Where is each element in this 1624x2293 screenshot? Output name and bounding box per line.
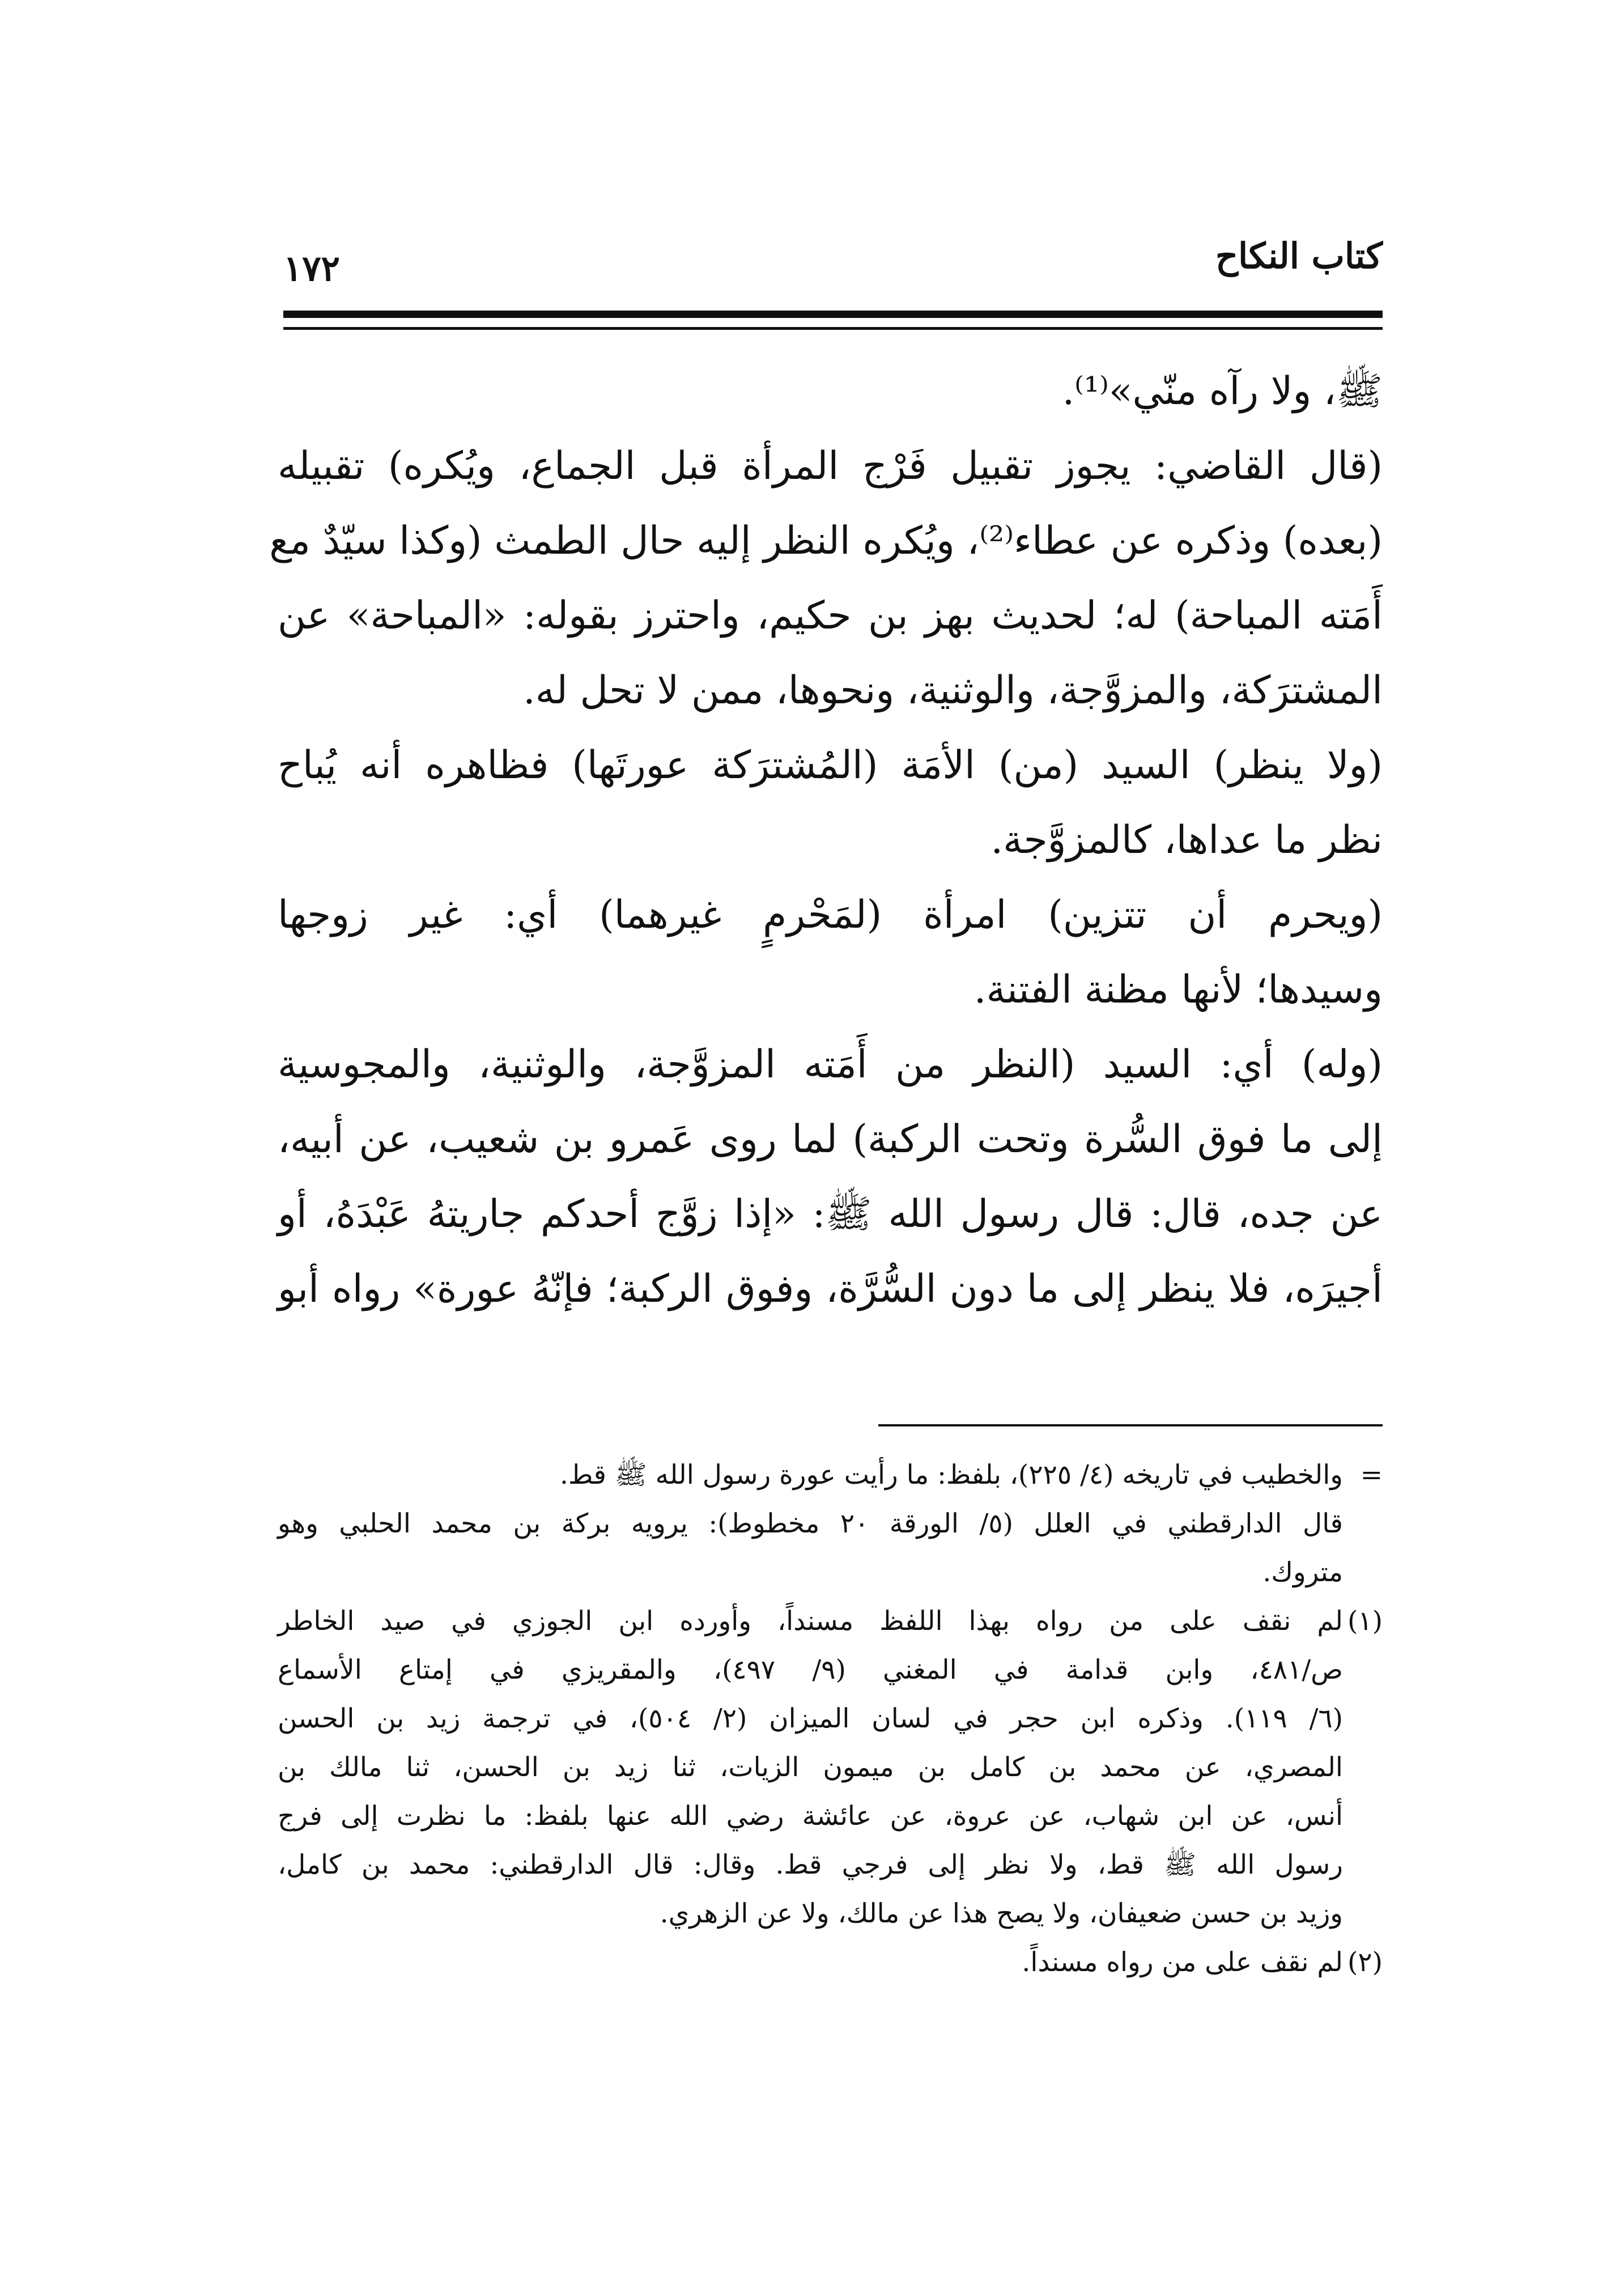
body-line: (ولا ينظر) السيد (من) الأمَة (المُشترَكة عورتَها) فظاهره أنه يُباح xyxy=(278,743,1383,788)
body-line: عن جده، قال: قال رسول الله ﷺ: «إذا زوَّج أحدكم جاريتهُ عَبْدَهُ، أو xyxy=(278,1192,1383,1237)
page-number: ١٧٢ xyxy=(283,248,340,289)
running-head xyxy=(283,235,1383,289)
body-line: أجيرَه، فلا ينظر إلى ما دون السُّرَّة، وفوق الركبة؛ فإنّهُ عورة» رواه أبو xyxy=(278,1267,1383,1311)
body-line: إلى ما فوق السُّرة وتحت الركبة) لما روى عَمرو بن شعيب، عن أبيه، xyxy=(278,1117,1383,1162)
footnote-text: لم نقف على من رواه مسنداً. xyxy=(1022,1947,1343,1978)
header-rule-thin xyxy=(283,327,1383,330)
footnote-line: رسول الله ﷺ قط، ولا نظر إلى فرجي قط. وقال: قال الدارقطني: محمد بن كامل، xyxy=(278,1849,1343,1880)
footnote-continuation-mark: = xyxy=(1360,1459,1383,1491)
footnote-line: وزيد بن حسن ضعيفان، ولا يصح هذا عن مالك، ولا عن الزهري. xyxy=(660,1898,1343,1929)
running-title: كتاب النكاح xyxy=(1215,235,1383,277)
footnote-separator xyxy=(878,1424,1383,1426)
footnote-line: ص/٤٨١، وابن قدامة في المغني (٩/ ٤٩٧)، والمقريزي في إمتاع الأسماع xyxy=(278,1654,1343,1685)
footnote-text: لم نقف على من رواه بهذا اللفظ مسنداً، وأورده ابن الجوزي في صيد الخاطر xyxy=(278,1606,1343,1637)
body-line: أَمَته المباحة) له؛ لحديث بهز بن حكيم، واحترز بقوله: «المباحة» عن xyxy=(278,593,1383,638)
footnote-line: المصري، عن محمد بن كامل بن ميمون الزيات، ثنا زيد بن الحسن، ثنا مالك بن xyxy=(278,1752,1343,1783)
footnote-number: (١) xyxy=(1347,1606,1383,1637)
footnote-line: (٦/ ١١٩). وذكره ابن حجر في لسان الميزان (٢/ ٥٠٤)، في ترجمة زيد بن الحسن xyxy=(278,1703,1344,1734)
footnote-number: (٢) xyxy=(1347,1947,1383,1978)
body-line: المشترَكة، والمزوَّجة، والوثنية، ونحوها، ممن لا تحل له. xyxy=(523,668,1383,713)
main-text xyxy=(269,354,1383,1327)
footnote-line xyxy=(278,1451,1383,1500)
footnote-line: أنس، عن ابن شهاب، عن عروة، عن عائشة رضي الله عنها بلفظ: ما نظرت إلى فرج xyxy=(278,1801,1343,1832)
body-line: (ويحرم أن تتزين) امرأة (لمَحْرمٍ غيرهما) أي: غير زوجها xyxy=(278,893,1383,937)
footnote-line xyxy=(278,1597,1383,1646)
footnote-line: متروك. xyxy=(1262,1557,1343,1588)
body-line: ﷺ، ولا رآه منّي»⁽¹⁾. xyxy=(1062,369,1383,414)
header-rule-thick xyxy=(283,311,1383,318)
footnote-line: قال الدارقطني في العلل (٥/ الورقة ٢٠ مخطوط): يرويه بركة بن محمد الحلبي وهو xyxy=(278,1508,1343,1539)
body-line: وسيدها؛ لأنها مظنة الفتنة. xyxy=(973,967,1383,1012)
body-line: (وله) أي: السيد (النظر من أَمَته المزوَّجة، والوثنية، والمجوسية xyxy=(278,1042,1383,1087)
footnote-text: والخطيب في تاريخه (٤/ ٢٢٥)، بلفظ: ما رأيت عورة رسول الله ﷺ قط. xyxy=(559,1459,1343,1491)
footnotes xyxy=(278,1451,1383,1987)
body-line: (بعده) وذكره عن عطاء⁽²⁾، ويُكره النظر إليه حال الطمث (وكذا سيّدٌ مع xyxy=(269,519,1383,563)
body-line: (قال القاضي: يجوز تقبيل فَرْج المرأة قبل الجماع، ويُكره) تقبيله xyxy=(278,444,1383,489)
footnote-line xyxy=(278,1938,1383,1987)
body-line: نظر ما عداها، كالمزوَّجة. xyxy=(990,818,1383,863)
